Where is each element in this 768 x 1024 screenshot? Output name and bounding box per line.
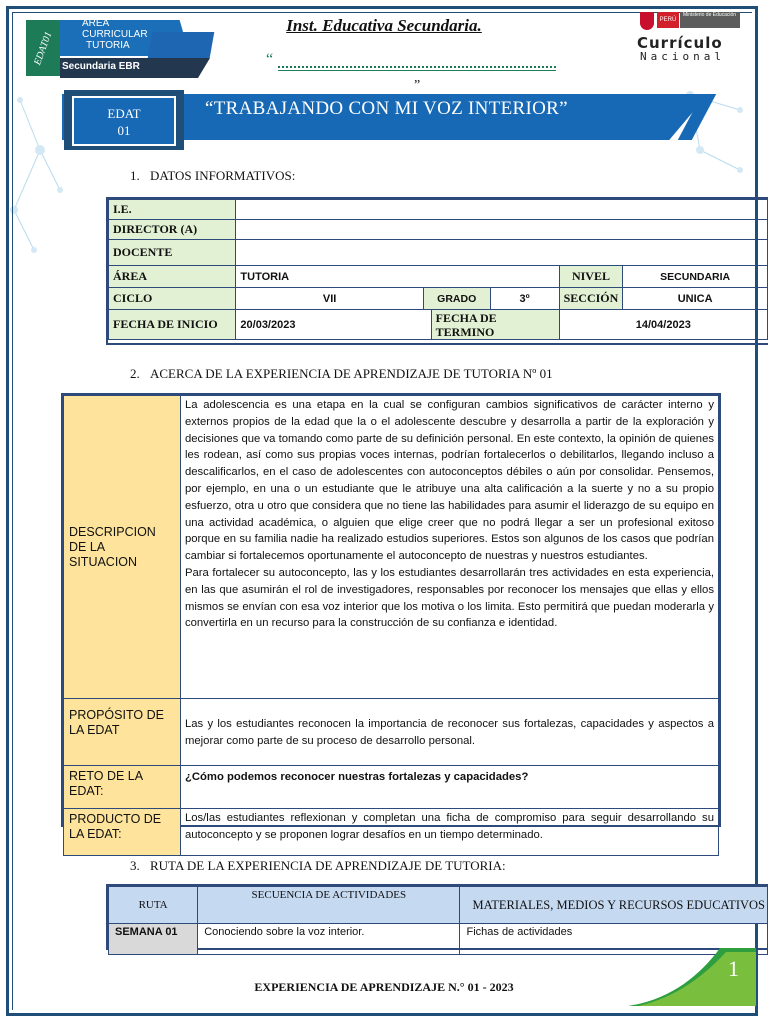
- area-curricular-label: ÁREA CURRICULAR TUTORIA: [82, 18, 148, 51]
- footer-text: EXPERIENCIA DE APRENDIZAJE N.° 01 - 2023: [254, 980, 514, 994]
- col-secuencia-header: SECUENCIA DE ACTIVIDADES: [198, 887, 460, 924]
- row-descripcion: [64, 396, 719, 699]
- ruta-header-row: [109, 887, 768, 924]
- row-fechas: [109, 310, 768, 340]
- ciclo-value: VII: [236, 288, 423, 310]
- row-ciclo: [109, 288, 768, 310]
- reto-label: RETO DE LA EDAT:: [64, 766, 181, 809]
- ebr-label: Secundaria EBR: [62, 61, 140, 72]
- nivel-label: NIVEL: [559, 266, 623, 288]
- producto-label: PRODUCTO DE LA EDAT:: [64, 809, 181, 856]
- ie-value: [236, 200, 768, 220]
- seccion-label: SECCIÓN: [559, 288, 623, 310]
- grado-value: 3º: [490, 288, 559, 310]
- row-ie: [109, 200, 768, 220]
- descripcion-label: DESCRIPCION DE LA SITUACION: [64, 396, 181, 699]
- section3-heading: 3. RUTA DE LA EXPERIENCIA DE APRENDIZAJE DE TUTORIA:: [130, 858, 506, 873]
- area-label: ÁREA: [109, 266, 236, 288]
- section2-heading: 2. ACERCA DE LA EXPERIENCIA DE APRENDIZAJE DE TUTORIA Nº 01: [130, 366, 553, 381]
- peru-shield-icon: [640, 12, 654, 30]
- director-value: [236, 220, 768, 240]
- ministerio-logo: Ministerio de Educación: [680, 12, 740, 28]
- institution-title: Inst. Educativa Secundaria.: [286, 16, 482, 35]
- reto-text: ¿Cómo podemos reconocer nuestras fortalezas y capacidades?: [180, 766, 718, 809]
- row-reto: [64, 766, 719, 809]
- proposito-label: PROPÓSITO DE LA EDAT: [64, 699, 181, 766]
- ie-label: I.E.: [109, 200, 236, 220]
- fecha-termino-value: 14/04/2023: [559, 310, 767, 340]
- ruta-table: [106, 884, 768, 950]
- ruta-cell: SEMANA 01: [109, 924, 198, 955]
- materiales-cell: Fichas de actividades: [460, 924, 768, 955]
- seccion-value: UNICA: [623, 288, 768, 310]
- col-ruta-header: RUTA: [109, 887, 198, 924]
- peru-logo: PERÚ: [657, 12, 679, 28]
- director-label: DIRECTOR (A): [109, 220, 236, 240]
- row-area: [109, 266, 768, 288]
- dotted-line: [278, 66, 556, 68]
- fecha-inicio-value: 20/03/2023: [236, 310, 431, 340]
- experience-title: “TRABAJANDO CON MI VOZ INTERIOR”: [205, 98, 568, 119]
- datos-table: [106, 197, 768, 345]
- area-value: TUTORIA: [236, 266, 559, 288]
- grado-label: GRADO: [423, 288, 490, 310]
- row-docente: [109, 240, 768, 266]
- underline: [278, 70, 556, 71]
- row-producto: [64, 809, 719, 856]
- nivel-value: SECUNDARIA: [623, 266, 768, 288]
- docente-value: [236, 240, 768, 266]
- quote-open: “: [266, 51, 274, 68]
- row-director: [109, 220, 768, 240]
- secuencia-cell: Conociendo sobre la voz interior.: [198, 924, 460, 955]
- curriculo-logo-subtitle: Nacional: [640, 50, 725, 63]
- section1-heading: 1. DATOS INFORMATIVOS:: [130, 168, 296, 183]
- edat-tag: EDAT01: [26, 20, 60, 76]
- page-number: 1: [728, 956, 739, 981]
- docente-label: DOCENTE: [109, 240, 236, 266]
- proposito-text: Las y los estudiantes reconocen la importancia de reconocer sus fortalezas, capacidades y aspectos a mejorar como parte de su proceso de desarrollo personal.: [180, 699, 718, 766]
- fecha-inicio-label: FECHA DE INICIO: [109, 310, 236, 340]
- descripcion-text: La adolescencia es una etapa en la cual se configuran cambios significativos de carácter interno y externos propios de la edad que la o el adolescente descubre y desarrolla a partir de la exploración y decisiones que va tomando como parte de su definición personal. En este contexto, la opinión de quienes les rodean, así como sus propias voces internas, podrían fortalecerlos o debilitarlos, llegando incluso a descalificarlos, en el caso de adolescentes con autoconceptos débiles o aún por consolidar. Pensemos, por ejemplo, en una o un estudiante que le atribuye una alta calificación a la suerte y no a su propio esfuerzo, otra u otro que considera que no tiene las habilidades para asumir el liderazgo de su equipo en una actividad académica, o alguien que elige creer que no podrá llegar a ser un profesional exitoso porque en su familia nadie ha realizado estudios superiores. Estos son algunos de los casos que podrían cambiar si fortalecemos oportunamente el autoconcepto de nuestras y nuestros estudiantes. Para fortalecer su autoconcepto, las y los estudiantes desarrollarán tres actividades en esta experiencia, en las que asumirán el rol de investigadores, responsables por reconocer los mensajes que ellas y ellos mismos se envían con esa voz interior que los motiva o los limita. Esto permitirá que puedan moderarla y convertirla en un recurso para la construcción de su confianza e identidad.: [180, 396, 718, 699]
- fecha-termino-label: FECHA DE TERMINO: [431, 310, 559, 340]
- ciclo-label: CICLO: [109, 288, 236, 310]
- experiencia-table: [61, 393, 721, 841]
- producto-text: Los/las estudiantes reflexionan y completan una ficha de compromiso para seguir desarrollando su autoconcepto y se proponen lograr desafíos en un tiempo determinado.: [180, 809, 718, 856]
- quote-close: ”: [414, 78, 421, 93]
- row-proposito: [64, 699, 719, 766]
- col-materiales-header: MATERIALES, MEDIOS Y RECURSOS EDUCATIVOS: [460, 887, 768, 924]
- edat-box: EDAT 01: [72, 96, 176, 146]
- curriculo-logo-title: Currículo: [637, 34, 723, 52]
